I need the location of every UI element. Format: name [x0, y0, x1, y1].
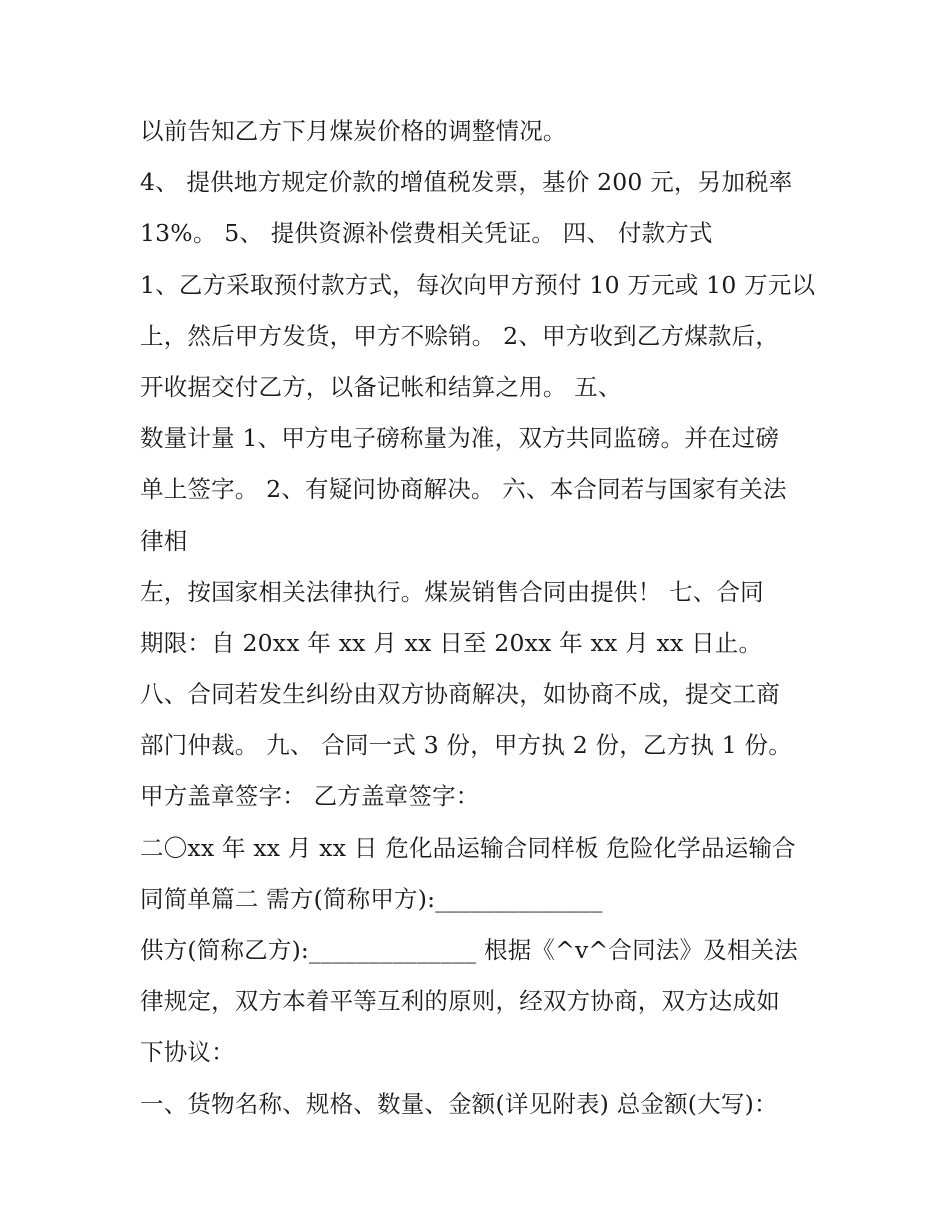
text-line: 数量计量 1、甲方电子磅称量为准，双方共同监磅。并在过磅 — [140, 424, 780, 453]
text-line: 律规定，双方本着平等互利的原则，经双方协商，双方达成如 — [140, 987, 780, 1016]
text-line: 以前告知乙方下月煤炭价格的调整情况。 — [140, 117, 567, 145]
text-line: 开收据交付乙方，以备记帐和结算之用。 五、 — [140, 372, 622, 401]
text-line: 供方(简称乙方):______________ 根据《^v^合同法》及相关法 — [140, 936, 798, 964]
text-line: 上，然后甲方发货，甲方不赊销。 2、甲方收到乙方煤款后， — [140, 321, 780, 350]
text-line: 1、乙方采取预付款方式，每次向甲方预付 10 万元或 10 万元以 — [140, 270, 816, 299]
text-line: 一、货物名称、规格、数量、金额(详见附表) 总金额(大写)： — [140, 1089, 778, 1118]
document-body — [140, 106, 820, 1130]
text-line: 左，按国家相关法律执行。煤炭销售合同由提供！ 七、合同 — [140, 577, 764, 606]
text-line: 4、 提供地方规定价款的增值税发票，基价 200 元，另加税率 — [140, 168, 793, 197]
text-line: 部门仲裁。 九、 合同一式 3 份，甲方执 2 份，乙方执 1 份。 — [140, 731, 792, 760]
signature-line: 甲方盖章签字： 乙方盖章签字： — [140, 782, 480, 811]
text-line: 八、合同若发生纠纷由双方协商解决，如协商不成，提交工商 — [140, 680, 780, 709]
text-line: 律相 — [140, 526, 188, 555]
text-line: 同简单篇二 需方(简称甲方):______________ — [140, 884, 603, 913]
text-line: 下协议： — [140, 1038, 235, 1067]
text-line: 单上签字。 2、有疑问协商解决。 六、本合同若与国家有关法 — [140, 475, 787, 504]
text-line: 13%。 5、 提供资源补偿费相关凭证。 四、 付款方式 — [140, 219, 713, 248]
text-line: 二〇xx 年 xx 月 xx 日 危化品运输合同样板 危险化学品运输合 — [140, 833, 796, 862]
text-line: 期限：自 20xx 年 xx 月 xx 日至 20xx 年 xx 月 xx 日止。 — [140, 628, 763, 657]
